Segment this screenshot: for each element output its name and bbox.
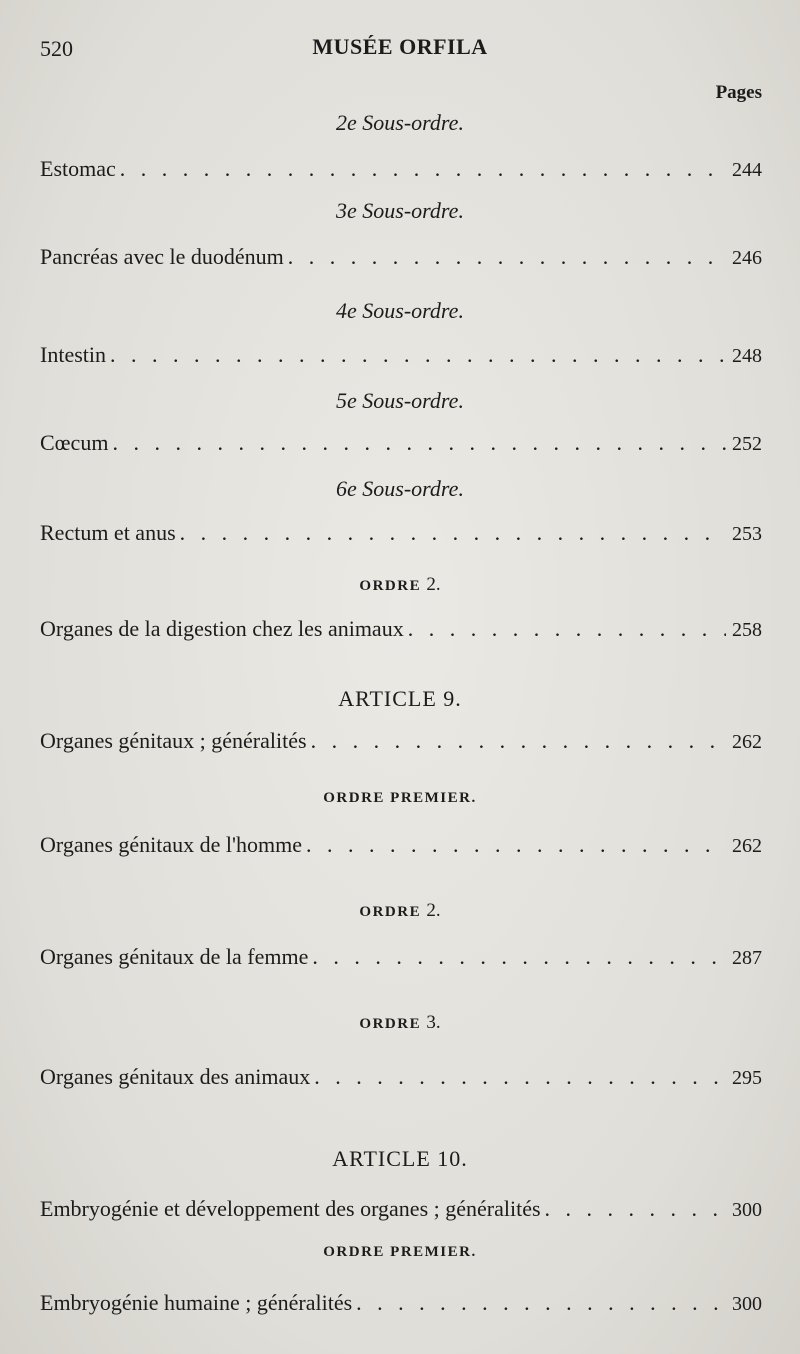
dot-leader xyxy=(408,616,726,642)
section-heading: 4e Sous-ordre. xyxy=(336,298,464,323)
toc-entry-page: 253 xyxy=(732,523,762,545)
toc-entry xyxy=(40,342,762,368)
toc-entry xyxy=(40,520,762,546)
order-number: 2. xyxy=(426,900,441,921)
toc-entry xyxy=(40,1064,762,1090)
toc-entry xyxy=(40,430,762,456)
toc-entry-title: Rectum et anus xyxy=(40,520,176,545)
toc-entry xyxy=(40,1196,762,1222)
article-heading: ARTICLE 10. xyxy=(332,1146,468,1171)
order-number: 3. xyxy=(426,1012,441,1033)
toc-entry xyxy=(40,1290,762,1316)
toc-entry xyxy=(40,156,762,182)
toc-entry-title: Embryogénie humaine ; généralités xyxy=(40,1290,353,1315)
dot-leader xyxy=(288,244,726,270)
toc-entry-title: Organes de la digestion chez les animaux xyxy=(40,616,404,641)
toc-entry xyxy=(40,616,762,642)
dot-leader xyxy=(312,944,726,970)
toc-entry-page: 258 xyxy=(732,619,762,641)
pages-column-label: Pages xyxy=(715,82,762,103)
order-heading xyxy=(0,1012,800,1034)
dot-leader xyxy=(110,342,726,368)
article-heading: ARTICLE 9. xyxy=(338,686,462,711)
toc-entry-page: 300 xyxy=(732,1293,762,1315)
toc-entry-page: 244 xyxy=(732,159,762,181)
dot-leader xyxy=(306,832,726,858)
section-heading: 5e Sous-ordre. xyxy=(336,388,464,413)
order-heading xyxy=(0,900,800,922)
order-heading: ORDRE PREMIER. xyxy=(323,790,477,806)
section-heading: 2e Sous-ordre. xyxy=(336,110,464,135)
toc-entry xyxy=(40,244,762,270)
toc-entry-title: Pancréas avec le duodénum xyxy=(40,244,284,269)
section-heading: 3e Sous-ordre. xyxy=(336,198,464,223)
dot-leader xyxy=(311,728,726,754)
running-title: MUSÉE ORFILA xyxy=(312,34,488,59)
toc-entry-title: Organes génitaux de la femme xyxy=(40,944,309,969)
order-word: ORDRE xyxy=(359,578,422,594)
order-number: 2. xyxy=(426,574,441,595)
toc-entry-page: 248 xyxy=(732,345,762,367)
toc-entry-title: Embryogénie et développement des organes ; généralités xyxy=(40,1196,541,1221)
toc-entry-title: Organes génitaux de l'homme xyxy=(40,832,302,857)
order-heading xyxy=(0,574,800,596)
toc-entry-title: Organes génitaux des animaux xyxy=(40,1064,311,1089)
dot-leader xyxy=(120,156,726,182)
order-word: ORDRE xyxy=(359,1016,422,1032)
toc-entry-title: Estomac xyxy=(40,156,116,181)
order-heading: ORDRE PREMIER. xyxy=(323,1244,477,1260)
dot-leader xyxy=(314,1064,726,1090)
toc-entry-page: 295 xyxy=(732,1067,762,1089)
toc-entry-page: 262 xyxy=(732,835,762,857)
dot-leader xyxy=(112,430,726,456)
toc-entry-page: 252 xyxy=(732,433,762,455)
toc-entry xyxy=(40,728,762,754)
dot-leader xyxy=(545,1196,726,1222)
toc-entry-page: 287 xyxy=(732,947,762,969)
section-heading: 6e Sous-ordre. xyxy=(336,476,464,501)
toc-entry xyxy=(40,832,762,858)
toc-entry-title: Intestin xyxy=(40,342,106,367)
toc-entry-page: 300 xyxy=(732,1199,762,1221)
toc-entry-page: 262 xyxy=(732,731,762,753)
page-number: 520 xyxy=(40,36,73,61)
toc-entry-title: Organes génitaux ; généralités xyxy=(40,728,307,753)
dot-leader xyxy=(356,1290,726,1316)
toc-entry xyxy=(40,944,762,970)
order-word: ORDRE xyxy=(359,904,422,920)
toc-entry-page: 246 xyxy=(732,247,762,269)
toc-entry-title: Cœcum xyxy=(40,430,109,455)
dot-leader xyxy=(180,520,726,546)
